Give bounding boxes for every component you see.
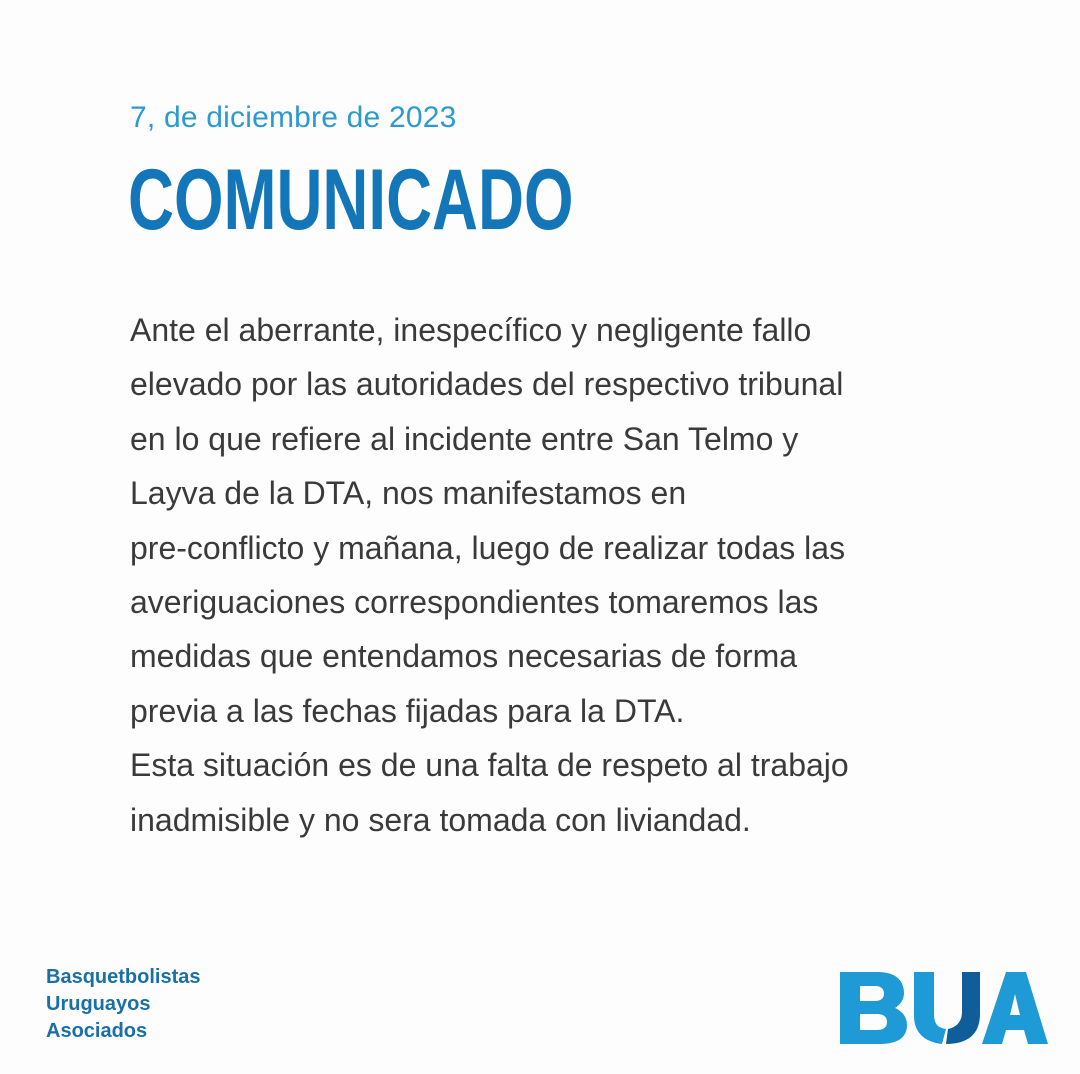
organization-name xyxy=(46,964,200,1045)
statement-line: Layva de la DTA, nos manifestamos en xyxy=(130,475,687,512)
organization-name-line: Uruguayos xyxy=(46,993,151,1015)
page-title: COMUNICADO xyxy=(128,152,574,248)
statement-line: en lo que refiere al incidente entre San Telmo y xyxy=(130,420,799,457)
organization-name-line: Asociados xyxy=(46,1020,148,1042)
statement-line: medidas que entendamos necesarias de forma xyxy=(130,638,798,675)
date: 7, de diciembre de 2023 xyxy=(130,101,457,134)
statement-line: Ante el aberrante, inespecífico y negligente fallo xyxy=(130,312,812,348)
statement-line: Esta situación es de una falta de respeto al trabajo xyxy=(130,747,849,784)
statement-line: pre-conflicto y mañana, luego de realizar todas las xyxy=(130,529,846,566)
statement-body xyxy=(130,303,1030,847)
statement-line: inadmisible y no sera tomada con liviandad. xyxy=(130,801,751,838)
logo-letter-b xyxy=(840,972,907,1044)
bua-logo xyxy=(838,968,1048,1048)
logo-letter-u-swoosh xyxy=(946,972,980,1044)
statement-line: averiguaciones correspondientes tomaremos las xyxy=(130,584,819,621)
logo-letter-u xyxy=(914,972,946,1044)
logo-letter-a xyxy=(982,972,1048,1044)
organization-name-line: Basquetbolistas xyxy=(46,966,201,988)
statement-line: elevado por las autoridades del respectivo tribunal xyxy=(130,366,844,403)
statement-line: previa a las fechas fijadas para la DTA. xyxy=(130,692,685,729)
